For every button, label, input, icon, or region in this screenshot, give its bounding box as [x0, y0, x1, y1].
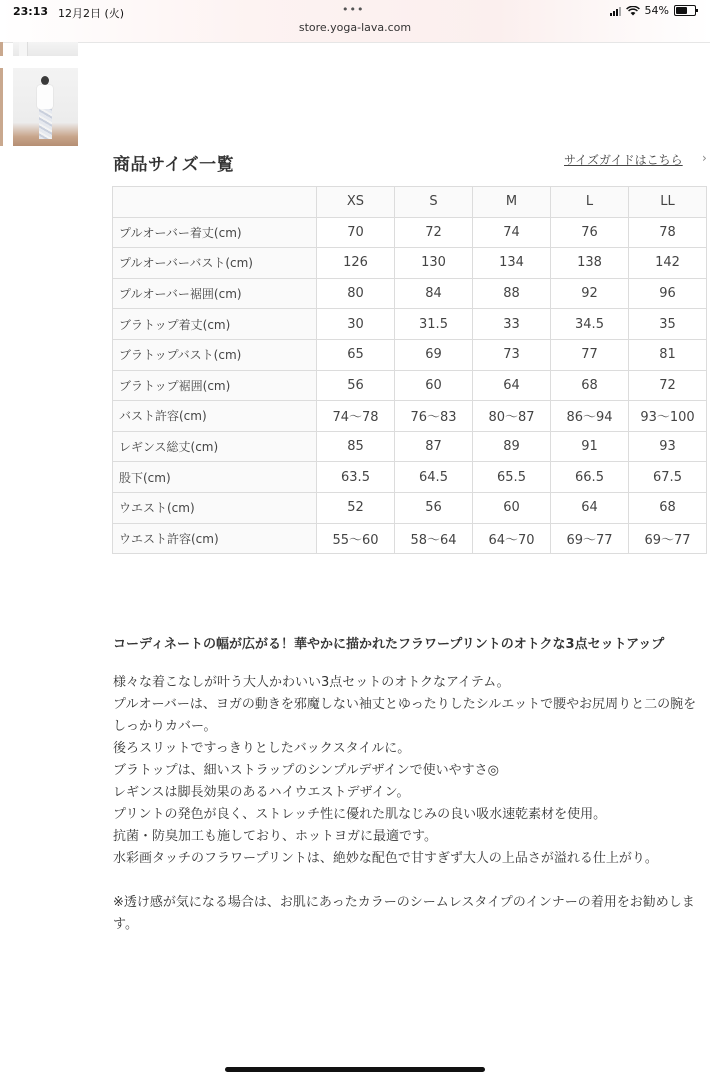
- chevron-right-icon: ›: [702, 151, 707, 165]
- table-cell: 80: [317, 278, 395, 309]
- table-cell: 68: [629, 492, 707, 523]
- table-cell: 96: [629, 278, 707, 309]
- table-cell: 64: [551, 492, 629, 523]
- table-cell: 72: [395, 217, 473, 248]
- product-thumbnail[interactable]: [13, 68, 78, 146]
- row-label: プルオーバー裾囲(cm): [113, 278, 317, 309]
- table-cell: 87: [395, 431, 473, 462]
- table-cell: 92: [551, 278, 629, 309]
- table-row: [113, 462, 707, 493]
- table-row: [113, 278, 707, 309]
- thumb-edge: [0, 42, 3, 56]
- description-line: 様々な着こなしが叶う大人かわいい3点セットのオトクなアイテム。: [113, 675, 510, 690]
- home-indicator[interactable]: [225, 1067, 485, 1072]
- table-cell: 64〜70: [473, 523, 551, 554]
- table-cell: 69: [395, 339, 473, 370]
- description-line: 水彩画タッチのフラワープリントは、絶妙な配色で甘すぎず大人の上品さが溢れる仕上がり。: [113, 851, 658, 866]
- description-note: ※透け感が気になる場合は、お肌にあったカラーのシームレスタイプのインナーの着用をお勧めします。: [113, 895, 695, 932]
- description-line: プリントの発色が良く、ストレッチ性に優れた肌なじみの良い吸水速乾素材を使用。: [113, 807, 607, 822]
- table-cell: 35: [629, 309, 707, 340]
- row-label: ブラトップ着丈(cm): [113, 309, 317, 340]
- table-cell: 52: [317, 492, 395, 523]
- status-indicators: [610, 4, 696, 17]
- size-column-header: M: [473, 187, 551, 218]
- size-column-header: LL: [629, 187, 707, 218]
- row-label: ブラトップ裾囲(cm): [113, 370, 317, 401]
- spacer: [113, 870, 707, 892]
- table-cell: 64.5: [395, 462, 473, 493]
- table-cell: 85: [317, 431, 395, 462]
- status-time: 23:13: [13, 5, 49, 18]
- table-cell: 64: [473, 370, 551, 401]
- table-cell: 68: [551, 370, 629, 401]
- table-cell: 93〜100: [629, 401, 707, 432]
- table-cell: 91: [551, 431, 629, 462]
- table-cell: 80〜87: [473, 401, 551, 432]
- table-cell: 65: [317, 339, 395, 370]
- table-cell: 34.5: [551, 309, 629, 340]
- table-cell: 74: [473, 217, 551, 248]
- description-line: 後ろスリットですっきりとしたバックスタイルに。: [113, 741, 411, 756]
- size-guide-link[interactable]: サイズガイドはこちら: [564, 153, 683, 167]
- table-cell: 33: [473, 309, 551, 340]
- description-line: ブラトップは、細いストラップのシンプルデザインで使いやすさ◎: [113, 763, 499, 778]
- table-row: [113, 309, 707, 340]
- table-row: [113, 492, 707, 523]
- table-cell: 88: [473, 278, 551, 309]
- table-cell: 74〜78: [317, 401, 395, 432]
- table-cell: 77: [551, 339, 629, 370]
- table-cell: 73: [473, 339, 551, 370]
- header-blank: [113, 187, 317, 218]
- table-cell: 60: [395, 370, 473, 401]
- table-cell: 30: [317, 309, 395, 340]
- description-line: レギンスは脚長効果のあるハイウエストデザイン。: [113, 785, 410, 800]
- size-table: [112, 186, 707, 554]
- table-cell: 76: [551, 217, 629, 248]
- table-cell: 70: [317, 217, 395, 248]
- size-column-header: XS: [317, 187, 395, 218]
- status-bar: [0, 0, 710, 43]
- model-figure-leggings: [39, 109, 52, 139]
- catchcopy: コーディネートの幅が広がる！華やかに描かれたフラワープリントのオトクな3点セットアップ: [113, 637, 665, 652]
- row-label: プルオーバー着丈(cm): [113, 217, 317, 248]
- table-cell: 126: [317, 248, 395, 279]
- description-line: プルオーバーは、ヨガの動きを邪魔しない袖丈とゆったりしたシルエットで腰やお尻周りと二の腕をしっかりカバー。: [113, 697, 697, 734]
- table-cell: 63.5: [317, 462, 395, 493]
- table-cell: 65.5: [473, 462, 551, 493]
- table-row: [113, 248, 707, 279]
- table-row: [113, 431, 707, 462]
- table-row: [113, 339, 707, 370]
- row-label: ウエスト(cm): [113, 492, 317, 523]
- table-cell: 93: [629, 431, 707, 462]
- row-label: ブラトップバスト(cm): [113, 339, 317, 370]
- table-cell: 130: [395, 248, 473, 279]
- table-cell: 69〜77: [551, 523, 629, 554]
- battery-percent: 54%: [644, 4, 669, 17]
- cellular-signal-icon: [610, 6, 621, 16]
- table-cell: 134: [473, 248, 551, 279]
- row-label: プルオーバーバスト(cm): [113, 248, 317, 279]
- product-description: [113, 634, 707, 936]
- description-line: 抗菌・防臭加工も施しており、ホットヨガに最適です。: [113, 829, 437, 844]
- table-cell: 31.5: [395, 309, 473, 340]
- model-figure-top: [37, 85, 53, 109]
- table-row: [113, 401, 707, 432]
- thumb-edge: [0, 68, 3, 146]
- table-cell: 76〜83: [395, 401, 473, 432]
- table-cell: 78: [629, 217, 707, 248]
- table-cell: 84: [395, 278, 473, 309]
- table-cell: 81: [629, 339, 707, 370]
- table-row: [113, 523, 707, 554]
- table-cell: 56: [395, 492, 473, 523]
- row-label: レギンス総丈(cm): [113, 431, 317, 462]
- table-row: [113, 370, 707, 401]
- thumb-figure: [19, 42, 28, 56]
- table-cell: 56: [317, 370, 395, 401]
- table-cell: 138: [551, 248, 629, 279]
- wifi-icon: [626, 6, 640, 16]
- product-thumbnail[interactable]: [13, 42, 78, 56]
- size-column-header: L: [551, 187, 629, 218]
- table-cell: 66.5: [551, 462, 629, 493]
- table-cell: 142: [629, 248, 707, 279]
- size-chart-title: 商品サイズ一覧: [113, 155, 235, 175]
- row-label: ウエスト許容(cm): [113, 523, 317, 554]
- status-date: 12月2日 (火): [58, 7, 125, 20]
- table-cell: 69〜77: [629, 523, 707, 554]
- battery-icon: [674, 5, 696, 16]
- model-figure: [41, 76, 49, 85]
- table-cell: 89: [473, 431, 551, 462]
- table-cell: 72: [629, 370, 707, 401]
- table-cell: 67.5: [629, 462, 707, 493]
- table-cell: 58〜64: [395, 523, 473, 554]
- table-cell: 86〜94: [551, 401, 629, 432]
- address-url[interactable]: store.yoga-lava.com: [298, 21, 412, 34]
- row-label: 股下(cm): [113, 462, 317, 493]
- row-label: バスト許容(cm): [113, 401, 317, 432]
- multitask-dots[interactable]: •••: [342, 3, 365, 16]
- table-cell: 60: [473, 492, 551, 523]
- table-cell: 55〜60: [317, 523, 395, 554]
- table-row: [113, 217, 707, 248]
- size-column-header: S: [395, 187, 473, 218]
- size-header-row: [113, 187, 707, 218]
